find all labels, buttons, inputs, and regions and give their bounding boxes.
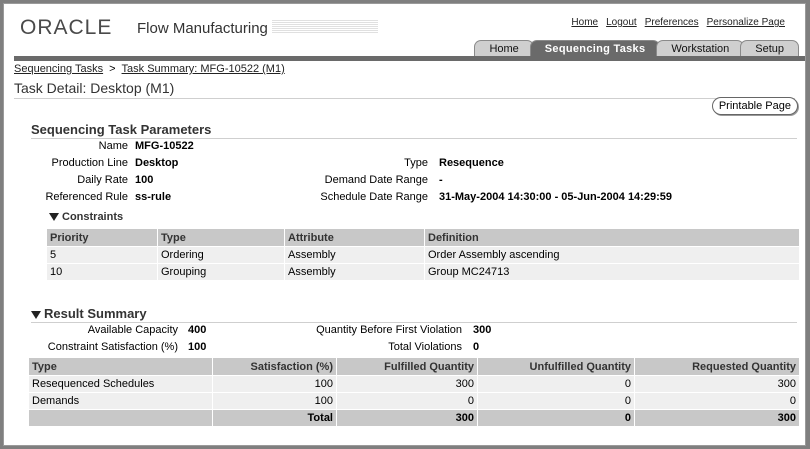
col-definition: Definition (425, 229, 800, 247)
cell-priority: 5 (47, 247, 158, 264)
total-blank-cell (29, 410, 213, 427)
oracle-logo: ORACLE (20, 16, 113, 39)
header-decoration (272, 20, 378, 34)
col-requested: Requested Quantity (635, 358, 800, 376)
total-violations-value: 0 (473, 341, 480, 353)
constraints-title: Constraints (62, 211, 124, 223)
cell-attribute: Assembly (285, 247, 425, 264)
col-fulfilled: Fulfilled Quantity (337, 358, 478, 376)
printable-page-button[interactable]: Printable Page (712, 97, 798, 115)
cell-satisfaction: 100 (213, 393, 337, 410)
cell-type: Demands (29, 393, 213, 410)
col-satisfaction: Satisfaction (%) (213, 358, 337, 376)
constraints-table (46, 228, 800, 281)
constraint-satisfaction-label: Constraint Satisfaction (%) (47, 341, 178, 353)
page-frame (3, 3, 806, 446)
schedule-date-range-label: Schedule Date Range (320, 191, 428, 203)
breadcrumb (14, 63, 285, 75)
tab-underline (14, 56, 805, 61)
total-row (29, 410, 800, 427)
tab-sequencing-tasks[interactable]: Sequencing Tasks (530, 40, 661, 57)
cell-requested: 300 (635, 376, 800, 393)
col-attribute: Attribute (285, 229, 425, 247)
cell-unfulfilled: 0 (478, 376, 635, 393)
result-table (28, 357, 800, 427)
col-type: Type (158, 229, 285, 247)
personalize-page-link[interactable]: Personalize Page (706, 17, 785, 28)
result-divider (31, 322, 797, 323)
breadcrumb-task-summary[interactable]: Task Summary: MFG-10522 (M1) (121, 63, 285, 75)
qty-before-violation-value: 300 (473, 324, 492, 336)
constraints-header[interactable] (49, 211, 123, 223)
title-divider (14, 98, 795, 99)
cell-requested: 0 (635, 393, 800, 410)
result-summary-header[interactable] (31, 306, 147, 321)
tab-setup[interactable]: Setup (740, 40, 799, 57)
available-capacity-value: 400 (188, 324, 207, 336)
total-fulfilled: 300 (337, 410, 478, 427)
cell-fulfilled: 0 (337, 393, 478, 410)
logout-link[interactable]: Logout (606, 17, 637, 28)
referenced-rule-value: ss-rule (135, 191, 172, 203)
col-type: Type (29, 358, 213, 376)
table-row (29, 376, 800, 393)
cell-unfulfilled: 0 (478, 393, 635, 410)
production-line-value: Desktop (135, 157, 179, 169)
total-requested: 300 (635, 410, 800, 427)
collapse-triangle-icon[interactable] (49, 213, 59, 221)
col-priority: Priority (47, 229, 158, 247)
qty-before-violation-label: Quantity Before First Violation (316, 324, 462, 336)
tab-workstation[interactable]: Workstation (656, 40, 744, 57)
cell-satisfaction: 100 (213, 376, 337, 393)
cell-type: Grouping (158, 264, 285, 281)
table-row (47, 247, 800, 264)
breadcrumb-sequencing-tasks[interactable]: Sequencing Tasks (14, 63, 104, 75)
col-unfulfilled: Unfulfilled Quantity (478, 358, 635, 376)
params-section-title: Sequencing Task Parameters (31, 122, 212, 137)
available-capacity-label: Available Capacity (87, 324, 178, 336)
type-value: Resequence (439, 157, 504, 169)
referenced-rule-label: Referenced Rule (45, 191, 128, 203)
table-row (29, 393, 800, 410)
production-line-label: Production Line (51, 157, 128, 169)
cell-definition: Order Assembly ascending (425, 247, 800, 264)
demand-date-range-label: Demand Date Range (324, 174, 428, 186)
table-row (47, 264, 800, 281)
total-label: Total (213, 410, 337, 427)
constraint-satisfaction-value: 100 (188, 341, 207, 353)
demand-date-range-value: - (439, 174, 443, 186)
cell-priority: 10 (47, 264, 158, 281)
global-links (571, 17, 785, 28)
cell-type: Resequenced Schedules (29, 376, 213, 393)
cell-definition: Group MC24713 (425, 264, 800, 281)
params-divider (31, 138, 797, 139)
type-label: Type (404, 157, 428, 169)
breadcrumb-separator: > (109, 63, 116, 75)
name-value: MFG-10522 (135, 140, 194, 152)
daily-rate-label: Daily Rate (77, 174, 128, 186)
total-unfulfilled: 0 (478, 410, 635, 427)
total-violations-label: Total Violations (388, 341, 462, 353)
home-link[interactable]: Home (571, 17, 599, 28)
name-label: Name (98, 140, 128, 152)
result-summary-title: Result Summary (44, 306, 147, 321)
schedule-date-range-value: 31-May-2004 14:30:00 - 05-Jun-2004 14:29:59 (439, 191, 672, 203)
cell-fulfilled: 300 (337, 376, 478, 393)
preferences-link[interactable]: Preferences (644, 17, 699, 28)
collapse-triangle-icon[interactable] (31, 311, 41, 319)
cell-type: Ordering (158, 247, 285, 264)
page-title: Task Detail: Desktop (M1) (14, 80, 175, 96)
tab-bar (478, 40, 799, 56)
cell-attribute: Assembly (285, 264, 425, 281)
product-name: Flow Manufacturing (137, 20, 268, 37)
daily-rate-value: 100 (135, 174, 154, 186)
tab-home[interactable]: Home (474, 40, 533, 57)
